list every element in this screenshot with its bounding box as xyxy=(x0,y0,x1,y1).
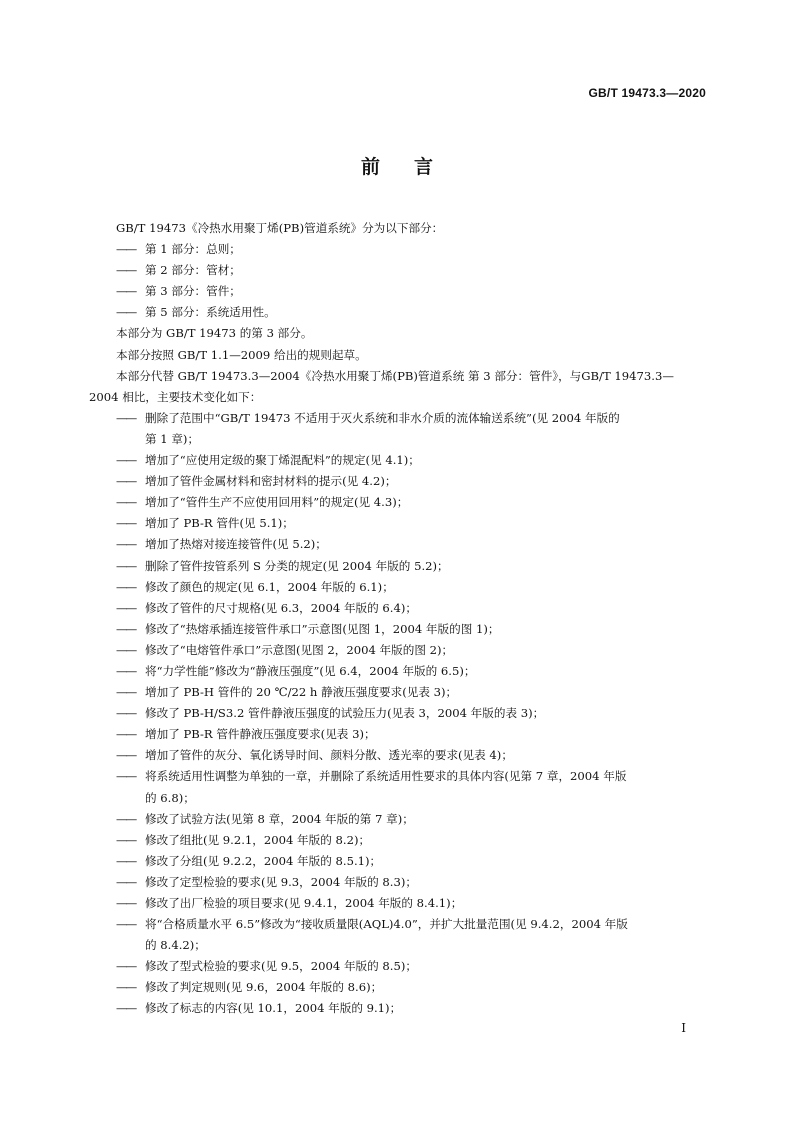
dash-marker: —— xyxy=(116,621,136,636)
intro-line: GB/T 19473《冷热水用聚丁烯(PB)管道系统》分为以下部分： xyxy=(116,221,444,235)
part-item: —— 第 5 部分：系统适用性。 xyxy=(89,302,705,323)
change-item: —— 修改了 PB-H/S3.2 管件静液压强度的试验压力(见表 3，2004 年版的表 3)； xyxy=(89,703,705,724)
change-item: —— 修改了“电熔管件承口”示意图(见图 2，2004 年版的图 2)； xyxy=(89,640,705,661)
change-item: —— 修改了颜色的规定(见 6.1，2004 年版的 6.1)； xyxy=(89,577,705,598)
change-item: —— 修改了试验方法(见第 8 章，2004 年版的第 7 章)； xyxy=(89,809,705,830)
dash-marker: —— xyxy=(116,727,136,742)
change-item: —— 增加了 PB-H 管件的 20 ℃/22 h 静液压强度要求(见表 3)； xyxy=(89,682,705,703)
change-item-continued: 的 6.8)； xyxy=(145,790,195,805)
dash-marker: —— xyxy=(116,685,136,700)
change-item: —— 修改了分组(见 9.2.2，2004 年版的 8.5.1)； xyxy=(89,851,705,872)
dash-marker: —— xyxy=(116,284,136,299)
change-item: —— 将“力学性能”修改为“静液压强度”(见 6.4，2004 年版的 6.5)； xyxy=(89,661,705,682)
change-item: —— 增加了管件的灰分、氧化诱导时间、颜料分散、透光率的要求(见表 4)； xyxy=(89,745,705,766)
dash-marker: —— xyxy=(116,748,136,763)
intro-line: 本部分代替 GB/T 19473.3—2004《冷热水用聚丁烯(PB)管道系统 第 3 部分：管件》，与GB/T 19473.3— xyxy=(116,368,674,383)
dash-marker: —— xyxy=(116,495,136,510)
dash-marker: —— xyxy=(116,537,136,552)
intro-line: 本部分按照 GB/T 1.1—2009 给出的规则起草。 xyxy=(116,347,367,362)
change-item-continued: 的 8.4.2)； xyxy=(145,938,206,953)
change-item: —— 修改了出厂检验的项目要求(见 9.4.1，2004 年版的 8.4.1)； xyxy=(89,893,705,914)
change-item: —— 修改了标志的内容(见 10.1，2004 年版的 9.1)； xyxy=(89,998,705,1019)
dash-marker: —— xyxy=(116,706,136,721)
standard-code: GB/T 19473.3—2020 xyxy=(588,86,706,100)
dash-marker: —— xyxy=(116,832,136,847)
dash-marker: —— xyxy=(116,769,136,784)
change-item: —— 删除了范围中“GB/T 19473 不适用于灭火系统和非水介质的流体输送系统”(见 2004 年版的 xyxy=(89,408,705,429)
dash-marker: —— xyxy=(116,558,136,573)
change-item: —— 增加了管件金属材料和密封材料的提示(见 4.2)； xyxy=(89,471,705,492)
part-item: —— 第 1 部分：总则； xyxy=(89,239,705,260)
page-number: I xyxy=(681,1021,686,1035)
dash-marker: —— xyxy=(116,263,136,278)
dash-marker: —— xyxy=(116,917,136,932)
dash-marker: —— xyxy=(116,959,136,974)
change-item: —— 增加了“应使用定级的聚丁烯混配料”的规定(见 4.1)； xyxy=(89,450,705,471)
change-item: —— 修改了“热熔承插连接管件承口”示意图(见图 1，2004 年版的图 1)； xyxy=(89,619,705,640)
dash-marker: —— xyxy=(116,410,136,425)
change-item: —— 增加了 PB-R 管件静液压强度要求(见表 3)； xyxy=(89,724,705,745)
dash-marker: —— xyxy=(116,516,136,531)
change-item: —— 将系统适用性调整为单独的一章，并删除了系统适用性要求的具体内容(见第 7 章，2004 年版 xyxy=(89,766,705,787)
part-item: —— 第 3 部分：管件； xyxy=(89,281,705,302)
change-item: —— 修改了型式检验的要求(见 9.5，2004 年版的 8.5)； xyxy=(89,956,705,977)
document-body xyxy=(89,218,705,1020)
dash-marker: —— xyxy=(116,1001,136,1016)
page-title: 前言 xyxy=(360,156,467,178)
dash-marker: —— xyxy=(116,853,136,868)
dash-marker: —— xyxy=(116,896,136,910)
dash-marker: —— xyxy=(116,305,136,320)
change-item: —— 修改了定型检验的要求(见 9.3，2004 年版的 8.3)； xyxy=(89,872,705,893)
dash-marker: —— xyxy=(116,811,136,826)
change-item: —— 增加了热熔对接连接管件(见 5.2)； xyxy=(89,534,705,555)
change-item: —— 增加了“管件生产不应使用回用料”的规定(见 4.3)； xyxy=(89,492,705,513)
dash-marker: —— xyxy=(116,600,136,615)
change-item: —— 删除了管件按管系列 S 分类的规定(见 2004 年版的 5.2)； xyxy=(89,556,705,577)
dash-marker: —— xyxy=(116,453,136,468)
dash-marker: —— xyxy=(116,242,136,257)
change-item: —— 增加了 PB-R 管件(见 5.1)； xyxy=(89,513,705,534)
change-item: —— 修改了管件的尺寸规格(见 6.3，2004 年版的 6.4)； xyxy=(89,598,705,619)
dash-marker: —— xyxy=(116,579,136,594)
dash-marker: —— xyxy=(116,474,136,489)
dash-marker: —— xyxy=(116,874,136,889)
change-item: —— 将“合格质量水平 6.5”修改为“接收质量限(AQL)4.0”，并扩大批量范围(见 9.4.2，2004 年版 xyxy=(89,914,705,935)
dash-marker: —— xyxy=(116,642,136,657)
change-item: —— 修改了判定规则(见 9.6，2004 年版的 8.6)； xyxy=(89,977,705,998)
change-item: —— 修改了组批(见 9.2.1，2004 年版的 8.2)； xyxy=(89,830,705,851)
part-item: —— 第 2 部分：管材； xyxy=(89,260,705,281)
intro-line: 本部分为 GB/T 19473 的第 3 部分。 xyxy=(116,326,313,341)
intro-line-continued: 2004 相比，主要技术变化如下： xyxy=(89,389,262,404)
dash-marker: —— xyxy=(116,980,136,995)
dash-marker: —— xyxy=(116,663,136,678)
change-item-continued: 第 1 章)； xyxy=(145,431,200,446)
